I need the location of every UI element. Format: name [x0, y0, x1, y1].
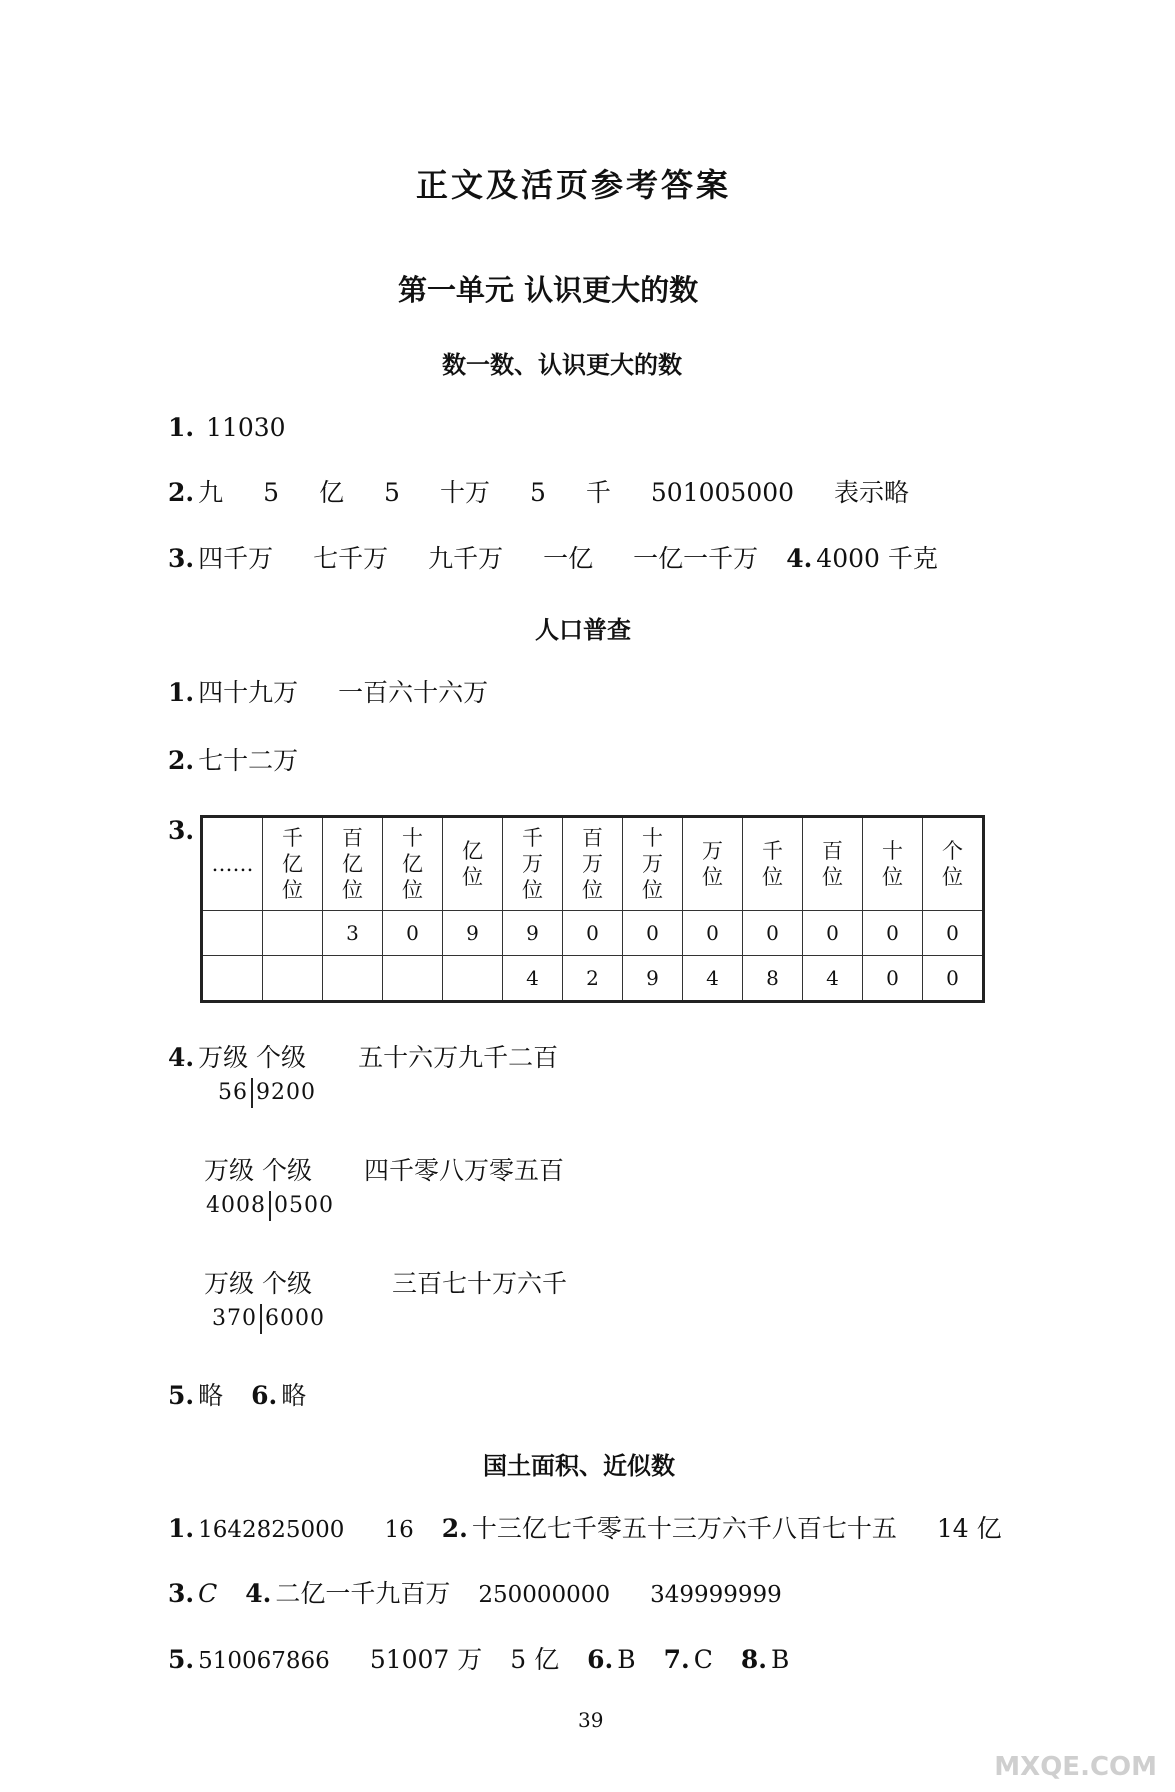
table-cell: 0 — [623, 911, 683, 956]
answer-value: 5 — [263, 478, 280, 507]
table-cell: 2 — [563, 956, 623, 1002]
answer-value: 七十二万 — [198, 746, 299, 775]
question-number: 4. — [786, 544, 813, 573]
answer-value: 略 — [281, 1381, 307, 1410]
table-cell: 9 — [443, 911, 503, 956]
q4-block-3 — [204, 1268, 567, 1300]
table-header-row — [202, 817, 984, 911]
answer-value: 11030 — [206, 413, 286, 442]
ge-level-digits: 9200 — [256, 1080, 316, 1105]
table-header-cell: 亿位 — [443, 817, 503, 911]
table-cell: 0 — [923, 956, 984, 1002]
answer-value: 四十九万 — [198, 678, 299, 707]
table-row — [202, 956, 984, 1002]
table-cell: 9 — [503, 911, 563, 956]
question-number: 8. — [740, 1645, 767, 1674]
answer-value: B — [617, 1645, 636, 1674]
table-row — [202, 911, 984, 956]
answer-value: C — [198, 1579, 218, 1608]
answer-line — [168, 677, 488, 709]
answer-value: 5 亿 — [510, 1645, 560, 1674]
table-cell: 8 — [743, 956, 803, 1002]
table-cell: 0 — [563, 911, 623, 956]
table-cell: 4 — [503, 956, 563, 1002]
answer-value: 250000000 — [478, 1582, 611, 1608]
answer-value: B — [771, 1645, 790, 1674]
level-divider — [260, 1304, 262, 1334]
answer-value: 16 — [384, 1517, 414, 1543]
q4-digits-3 — [212, 1304, 325, 1334]
answer-value: 四千万 — [198, 544, 274, 573]
question-number: 3. — [168, 1579, 195, 1608]
answer-line — [168, 477, 909, 509]
answer-value: 一亿一千万 — [633, 544, 759, 573]
q4-digits-1 — [218, 1078, 316, 1108]
answer-value: 亿 — [319, 478, 345, 507]
wan-level-digits: 370 — [212, 1306, 257, 1331]
answer-value: 九千万 — [428, 544, 504, 573]
answer-value: 十三亿七千零五十三万六千八百七十五 — [471, 1514, 897, 1543]
table-cell: 0 — [743, 911, 803, 956]
table-cell: 0 — [863, 956, 923, 1002]
question-number: 2. — [168, 478, 195, 507]
answer-line — [168, 745, 298, 777]
answer-value: 九 — [198, 478, 224, 507]
answer-line — [168, 1578, 782, 1611]
table-header-cell: 万位 — [683, 817, 743, 911]
wan-level-digits: 56 — [218, 1080, 248, 1105]
table-cell: 0 — [383, 911, 443, 956]
ge-level-digits: 6000 — [265, 1306, 325, 1331]
answer-line — [168, 1644, 789, 1677]
table-cell — [202, 956, 263, 1002]
q4-digits-2 — [206, 1191, 334, 1221]
q4-block-1 — [168, 1042, 558, 1074]
ge-level-digits: 0500 — [274, 1193, 334, 1218]
answer-value: 表示略 — [834, 478, 910, 507]
answer-value: 一亿 — [543, 544, 594, 573]
table-cell: 0 — [803, 911, 863, 956]
table-cell: 4 — [803, 956, 863, 1002]
question-number: 5. — [168, 1645, 195, 1674]
answer-value: 千 — [585, 478, 611, 507]
question-number: 4. — [168, 1043, 195, 1072]
table-cell: 0 — [863, 911, 923, 956]
level-divider — [251, 1078, 253, 1108]
answer-value: 1642825000 — [198, 1517, 345, 1543]
question-number: 1. — [168, 1514, 195, 1543]
table-header-cell: …… — [202, 817, 263, 911]
question-number: 6. — [251, 1381, 278, 1410]
answer-value: 5 — [529, 478, 546, 507]
answer-value: C — [693, 1645, 713, 1674]
question-number: 1. — [168, 678, 195, 707]
answer-value: 349999999 — [650, 1582, 782, 1608]
answer-value: 501005000 — [650, 478, 795, 507]
table-header-cell: 十亿位 — [383, 817, 443, 911]
table-header-cell: 百亿位 — [323, 817, 383, 911]
question-number: 4. — [245, 1579, 272, 1608]
wan-level-digits: 4008 — [206, 1193, 266, 1218]
answer-value: 51007 万 — [369, 1645, 483, 1674]
table-cell — [443, 956, 503, 1002]
number-in-words: 五十六万九千二百 — [358, 1043, 559, 1072]
level-labels: 万级 个级 — [198, 1043, 307, 1072]
number-in-words: 三百七十万六千 — [391, 1269, 567, 1298]
table-header-cell: 个位 — [923, 817, 984, 911]
table-cell: 0 — [683, 911, 743, 956]
section-heading-3: 国土面积、近似数 — [483, 1451, 675, 1480]
answer-value: 略 — [198, 1381, 224, 1410]
table-cell — [263, 956, 323, 1002]
unit-title: 第一单元 认识更大的数 — [398, 273, 699, 307]
question-number: 1. — [168, 413, 195, 442]
page-number: 39 — [578, 1708, 604, 1732]
answer-value: 十万 — [439, 478, 490, 507]
section-heading-1: 数一数、认识更大的数 — [442, 350, 682, 379]
answer-value: 七千万 — [313, 544, 389, 573]
question-number: 7. — [663, 1645, 690, 1674]
table-header-cell: 百万位 — [563, 817, 623, 911]
level-labels: 万级 个级 — [204, 1156, 312, 1185]
table-cell: 4 — [683, 956, 743, 1002]
answer-value: 510067866 — [198, 1648, 330, 1674]
table-cell — [383, 956, 443, 1002]
table-header-cell: 十万位 — [623, 817, 683, 911]
table-cell: 0 — [923, 911, 984, 956]
number-in-words: 四千零八万零五百 — [363, 1156, 564, 1185]
question-number: 3. — [168, 544, 195, 573]
question-number — [168, 815, 198, 847]
level-labels: 万级 个级 — [204, 1269, 312, 1298]
table-header-cell: 千亿位 — [263, 817, 323, 911]
table-header-cell: 十位 — [863, 817, 923, 911]
table-cell — [323, 956, 383, 1002]
question-number-label: 3. — [168, 816, 195, 845]
question-number: 2. — [441, 1514, 468, 1543]
table-cell: 3 — [323, 911, 383, 956]
table-cell: 9 — [623, 956, 683, 1002]
answer-line — [168, 543, 938, 575]
answer-line — [168, 1380, 306, 1412]
table-header-cell: 千位 — [743, 817, 803, 911]
table-header-cell: 百位 — [803, 817, 863, 911]
level-divider — [269, 1191, 271, 1221]
page-title: 正文及活页参考答案 — [416, 166, 732, 204]
answer-value: 二亿一千九百万 — [275, 1579, 451, 1608]
q4-block-2 — [204, 1155, 564, 1187]
watermark-logo: MXQE.COM — [994, 1752, 1157, 1782]
answer-value: 5 — [384, 478, 400, 507]
table-cell — [263, 911, 323, 956]
answer-value: 一百六十六万 — [338, 678, 489, 707]
table-header-cell: 千万位 — [503, 817, 563, 911]
question-number: 2. — [168, 746, 195, 775]
section-heading-2: 人口普查 — [535, 615, 631, 644]
question-number: 5. — [168, 1381, 195, 1410]
answer-line — [168, 1513, 1002, 1546]
answer-value: 14 亿 — [936, 1514, 1002, 1543]
place-value-table — [200, 815, 985, 1003]
table-cell — [202, 911, 263, 956]
answer-line — [168, 412, 286, 444]
answer-value: 4000 千克 — [816, 544, 938, 573]
question-number: 6. — [587, 1645, 614, 1674]
